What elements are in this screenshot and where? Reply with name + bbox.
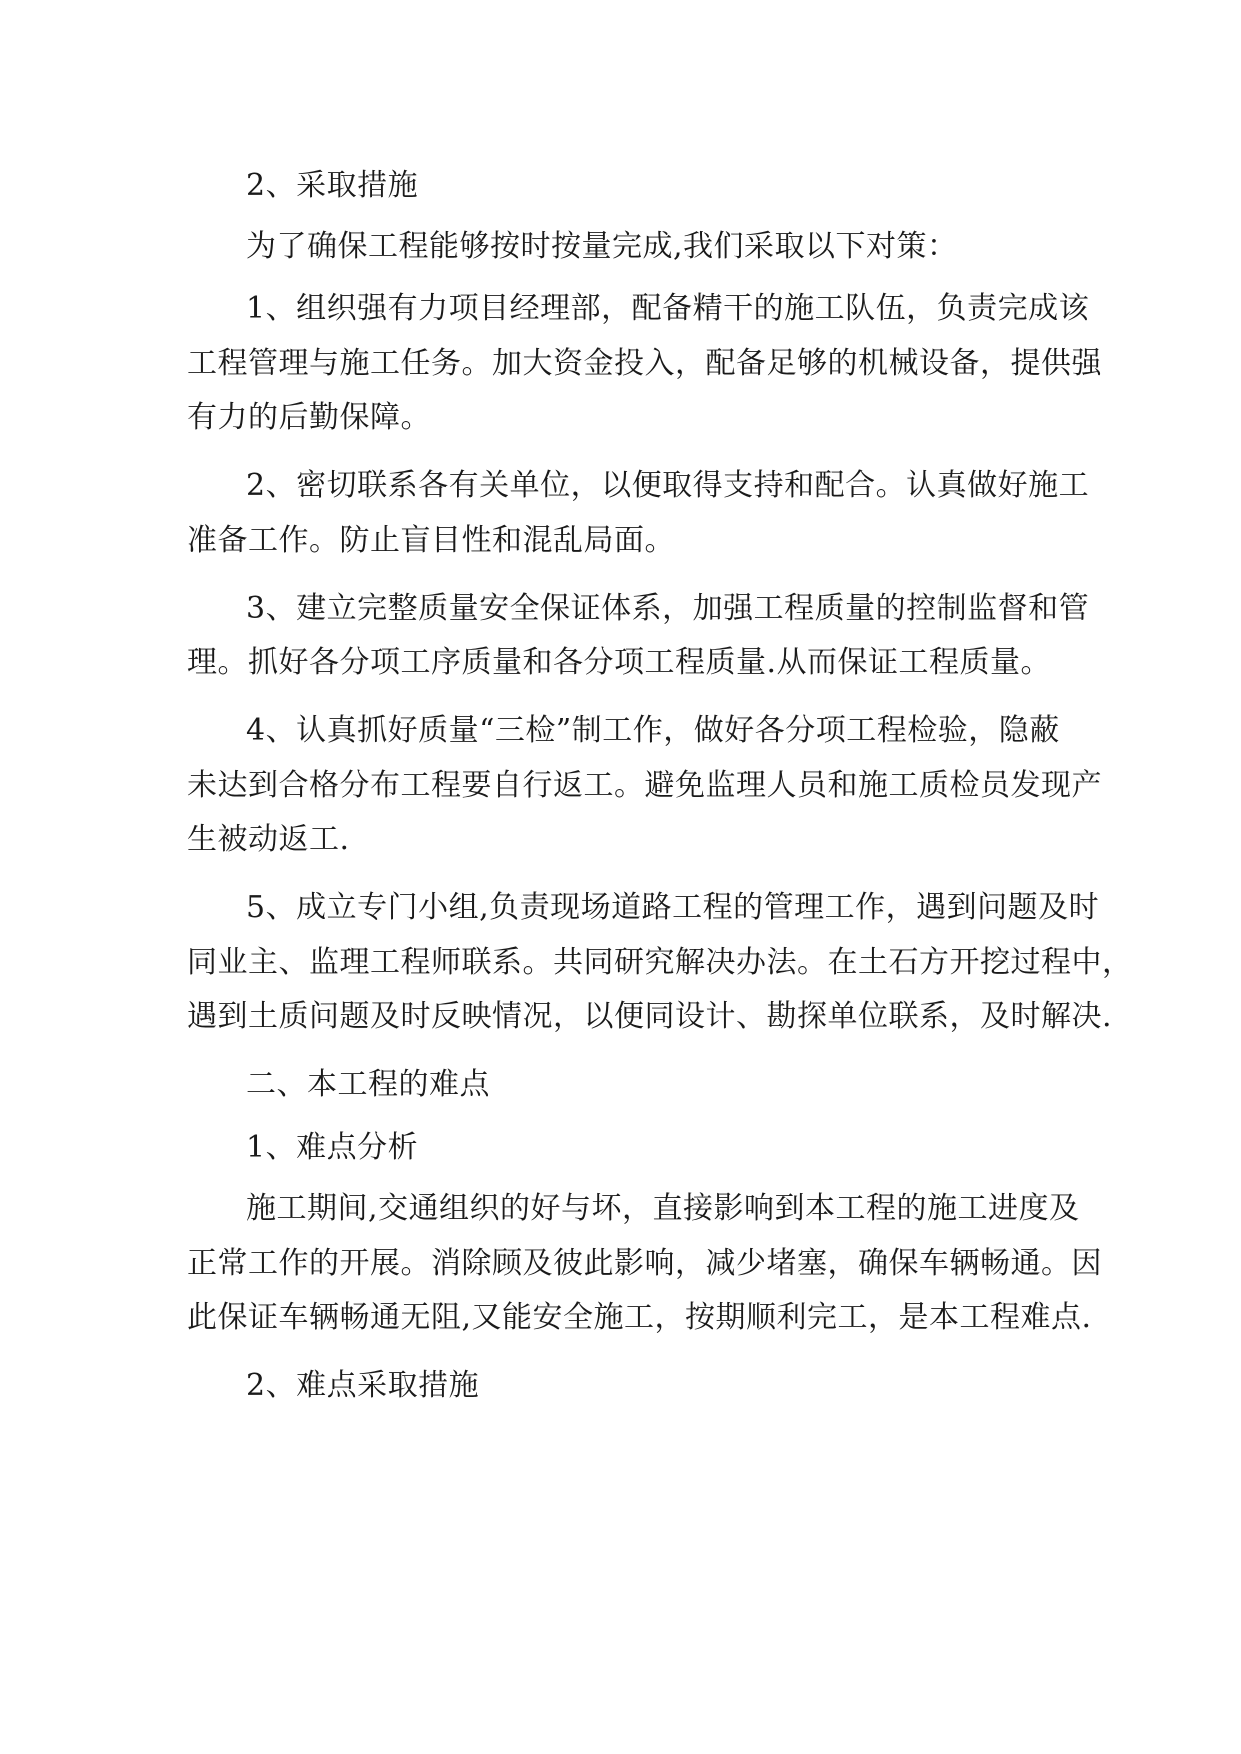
paragraph-line: 生被动返工.	[187, 822, 350, 857]
paragraph-line: 施工期间,交通组织的好与坏，直接影响到本工程的施工进度及	[246, 1191, 1080, 1226]
paragraph-line: 准备工作。防止盲目性和混乱局面。	[187, 523, 675, 558]
paragraph-line: 1、组织强有力项目经理部，配备精干的施工队伍，负责完成该	[246, 291, 1090, 326]
paragraph-line: 遇到土质问题及时反映情况，以便同设计、勘探单位联系，及时解决.	[187, 999, 1113, 1034]
heading-measures: 2、采取措施	[246, 168, 419, 203]
paragraph-line: 正常工作的开展。消除顾及彼此影响，减少堵塞，确保车辆畅通。因	[187, 1246, 1102, 1281]
paragraph-line: 有力的后勤保障。	[187, 400, 431, 435]
heading-difficulty-analysis: 1、难点分析	[246, 1130, 419, 1165]
paragraph-line: 3、建立完整质量安全保证体系，加强工程质量的控制监督和管	[246, 591, 1090, 626]
paragraph-line: 工程管理与施工任务。加大资金投入，配备足够的机械设备，提供强	[187, 346, 1102, 381]
paragraph-line: 理。抓好各分项工序质量和各分项工程质量.从而保证工程质量。	[187, 645, 1052, 680]
paragraph-line: 此保证车辆畅通无阻,又能安全施工，按期顺利完工，是本工程难点.	[187, 1300, 1092, 1335]
intro-line: 为了确保工程能够按时按量完成,我们采取以下对策：	[246, 229, 958, 264]
paragraph-line: 5、成立专门小组,负责现场道路工程的管理工作，遇到问题及时	[246, 890, 1100, 925]
section-heading-difficulties: 二、本工程的难点	[246, 1067, 490, 1102]
paragraph-line: 未达到合格分布工程要自行返工。避免监理人员和施工质检员发现产	[187, 768, 1102, 803]
paragraph-line: 同业主、监理工程师联系。共同研究解决办法。在土石方开挖过程中，	[187, 945, 1133, 980]
paragraph-line: 4、认真抓好质量“三检”制工作，做好各分项工程检验，隐蔽	[246, 713, 1060, 748]
heading-difficulty-measures: 2、难点采取措施	[246, 1368, 480, 1403]
paragraph-line: 2、密切联系各有关单位，以便取得支持和配合。认真做好施工	[246, 468, 1090, 503]
